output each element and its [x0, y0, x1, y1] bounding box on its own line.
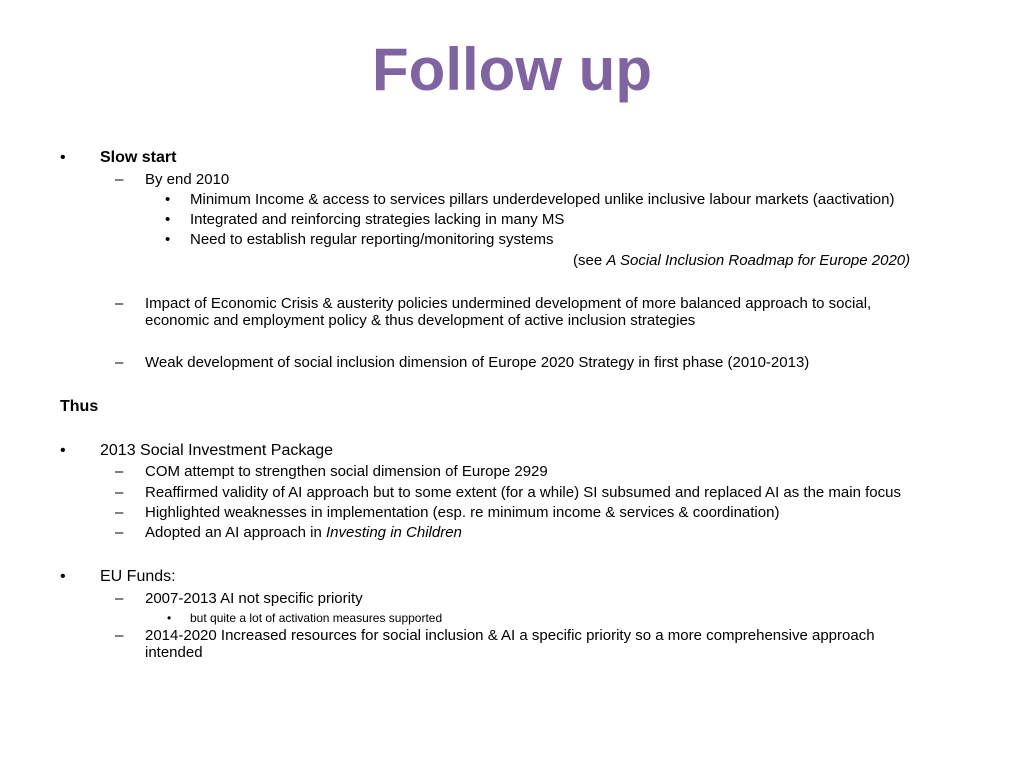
- list-item: Integrated and reinforcing strategies lacking in many MS: [190, 211, 565, 228]
- bullet-icon: •: [165, 211, 171, 228]
- impact-line-2: economic and employment policy & thus development of active inclusion strategies: [145, 312, 696, 329]
- activation-measures: but quite a lot of activation measures supported: [190, 611, 443, 625]
- dash-icon: –: [115, 295, 124, 312]
- list-item: COM attempt to strengthen social dimension of Europe 2929: [145, 463, 548, 480]
- by-end-2010: By end 2010: [145, 171, 230, 188]
- slide-title: Follow up: [372, 36, 652, 103]
- dash-icon: –: [115, 524, 124, 541]
- adopted-prefix: Adopted an AI approach in: [145, 524, 326, 541]
- adopted-ai-approach: [145, 523, 462, 543]
- dash-icon: –: [115, 590, 124, 607]
- bullet-icon: •: [60, 568, 66, 585]
- list-item: Need to establish regular reporting/monitoring systems: [190, 231, 554, 248]
- dash-icon: –: [115, 627, 124, 644]
- weak-development: Weak development of social inclusion dimension of Europe 2020 Strategy in first phase (2010-2013): [145, 354, 810, 371]
- investing-in-children: Investing in Children: [325, 524, 462, 541]
- period-2007-2013: 2007-2013 AI not specific priority: [145, 590, 363, 607]
- dash-icon: –: [115, 504, 124, 521]
- list-item: Reaffirmed validity of AI approach but to some extent (for a while) SI subsumed and replaced AI as the main focus: [145, 484, 901, 501]
- impact-line-1: Impact of Economic Crisis & austerity policies undermined development of more balanced approach to social,: [145, 295, 872, 312]
- thus-heading: Thus: [60, 398, 99, 415]
- dash-icon: –: [115, 463, 124, 480]
- dash-icon: –: [115, 171, 124, 188]
- period-2014-2020-line-1: 2014-2020 Increased resources for social inclusion & AI a specific priority so a more comprehensive approach: [145, 627, 875, 644]
- bullet-icon: •: [60, 149, 66, 166]
- reference-prefix: (see: [573, 252, 607, 269]
- slow-start-heading: Slow start: [100, 149, 177, 166]
- list-item: Minimum Income & access to services pillars underdeveloped unlike inclusive labour markets (aactivation): [190, 191, 895, 208]
- dash-icon: –: [115, 484, 124, 501]
- period-2014-2020-line-2: intended: [145, 644, 203, 661]
- list-item: Highlighted weaknesses in implementation (esp. re minimum income & services & coordination): [145, 504, 780, 521]
- bullet-icon: •: [165, 191, 171, 208]
- bullet-icon: •: [165, 231, 171, 248]
- reference-note: [573, 251, 910, 271]
- eu-funds-heading: EU Funds:: [100, 568, 176, 585]
- dash-icon: –: [115, 354, 124, 371]
- reference-title: A Social Inclusion Roadmap for Europe 2020): [606, 252, 911, 269]
- bullet-icon: •: [167, 611, 172, 625]
- bullet-icon: •: [60, 442, 66, 459]
- package-heading: 2013 Social Investment Package: [100, 442, 334, 459]
